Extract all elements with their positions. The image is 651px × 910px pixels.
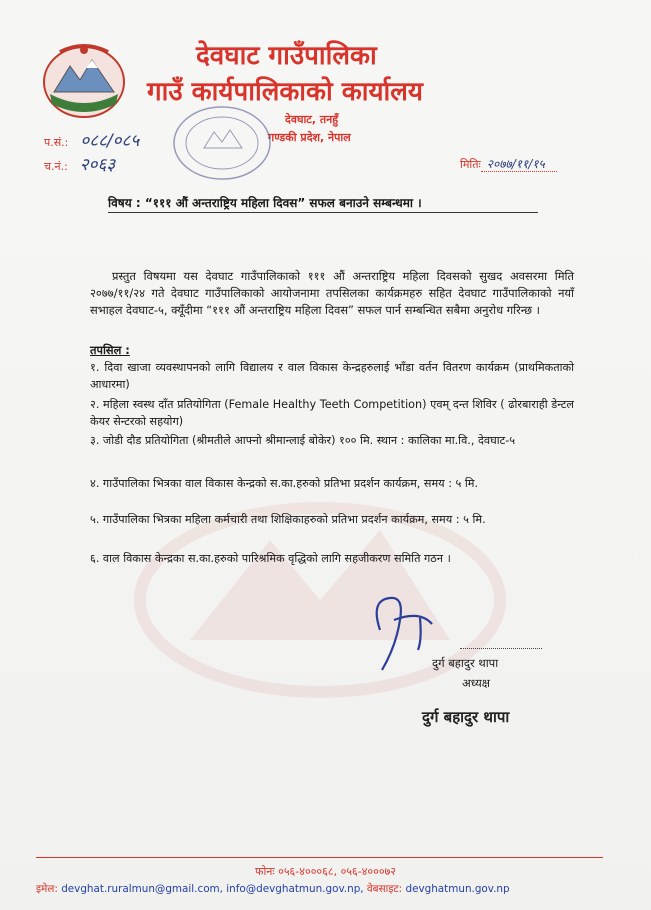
footer-divider: [36, 857, 603, 858]
signature-line: [460, 648, 542, 649]
list-item: १. दिवा खाजा व्यवस्थापनको लागि विद्यालय र वाल विकास केन्द्रहरुलाई भाँडा वर्तन वितरण कार्यक्रम (प्राथमिकताको आधारमा): [90, 361, 574, 391]
footer-phone: फोनः ०५६-४०००६८, ०५६-४०००७२: [254, 865, 397, 878]
address-line-2: गण्डकी प्रदेश, नेपाल: [268, 131, 351, 144]
chalani-number: च.नं.: २०६३: [44, 155, 116, 175]
chalani-number-value: २०६३: [79, 155, 116, 175]
list-item: २. महिला स्वस्थ दाँत प्रतियोगिता (Female Healthy Teeth Competition) एवम् दन्त शिविर ( ढोरबाराही डेन्टल केयर सेन्टरको सहयोग): [90, 398, 574, 428]
letter-date-value: २०७७/११/१५: [481, 157, 557, 172]
patra-sankhya: प.सं.: ०८८/०८५: [44, 131, 140, 151]
footer-contact: इमेल: devghat.ruralmun@gmail.com, info@devghatmun.gov.np, वेबसाइट: devghatmun.gov.np: [36, 883, 510, 895]
list-item: ६. वाल विकास केन्द्रका स.का.हरुको पारिश्रमिक वृद्धिको लागि सहजीकरण समिति गठन ।: [90, 552, 451, 565]
letter-subject: विषय : “१११ औं अन्तराष्ट्रिय महिला दिवस” सफल बनाउने सम्बन्धमा ।: [108, 194, 538, 213]
office-stamp-icon: [168, 102, 276, 184]
nepal-emblem-icon: [40, 42, 128, 120]
municipality-name: देवघाट गाउँपालिका: [196, 41, 377, 71]
letter-date: मितिः २०७७/११/१५: [460, 155, 557, 172]
signatory-name: दुर्ग बहादुर थापा: [432, 656, 499, 670]
email-link[interactable]: devghat.ruralmun@gmail.com, info@devghatmun.gov.np,: [61, 883, 364, 895]
office-name: गाउँ कार्यपालिकाको कार्यालय: [147, 77, 423, 107]
list-item: ५. गाउँपालिका भित्रका महिला कर्मचारी तथा शिक्षिकाहरुको प्रतिभा प्रदर्शन कार्यक्रम, समय : ५ मि.: [90, 513, 486, 526]
list-item: ३. जोडी दौड प्रतियोगिता (श्रीमतीले आफ्नो श्रीमान्लाई बोकेर) १०० मि. स्थान : कालिका मा.वि., देवघाट-५: [90, 434, 516, 447]
list-heading: तपसिल :: [90, 343, 130, 357]
signatory-title: अध्यक्ष: [462, 676, 491, 690]
signatory-name-stamp: दुर्ग बहादुर थापा: [422, 708, 510, 726]
patra-sankhya-value: ०८८/०८५: [80, 131, 140, 151]
address-line-1: देवघाट, तनहुँ: [285, 113, 339, 126]
website-link[interactable]: devghatmun.gov.np: [405, 883, 510, 895]
body-paragraph: प्रस्तुत विषयमा यस देवघाट गाउँपालिकाको १११ औं अन्तराष्ट्रिय महिला दिवसको सुखद अवसरमा मिति २०७७/११/२४ गते देवघाट गाउँपालिकाको आयोजनामा तपसिलका कार्यक्रमहरु सहित देवघाट गाउँपालिकाको नयाँ सभाहल देवघाट-५, क्यूँदीमा “१११ औं अन्तराष्ट्रिय महिला दिवस” सफल पार्न सम्बन्धित सबैमा अनुरोध गरिन्छ ।: [90, 269, 574, 317]
list-item: ४. गाउँपालिका भित्रका वाल विकास केन्द्रको स.का.हरुको प्रतिभा प्रदर्शन कार्यक्रम, समय : ५ मि.: [90, 477, 479, 490]
